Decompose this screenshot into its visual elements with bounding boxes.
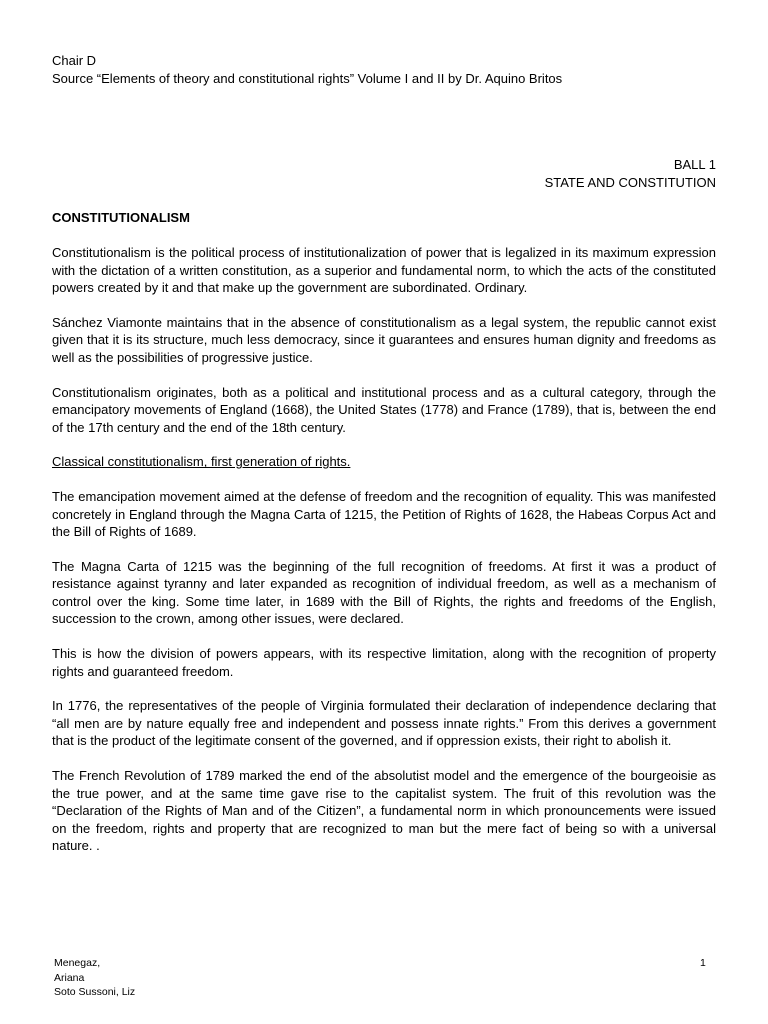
footer-authors bbox=[54, 956, 135, 1000]
author-line-3: Soto Sussoni, Liz bbox=[54, 986, 136, 999]
document-page bbox=[52, 52, 716, 855]
ball-block bbox=[52, 156, 716, 191]
chair-label: Chair D bbox=[52, 53, 97, 68]
paragraph-4: The emancipation movement aimed at the defense of freedom and the recognition of equality. This was manifested concretely in England through the Magna Carta of 1215, the Petition of Rights of 1628, the Habeas Corpus Act and the Bill of Rights of 1689. bbox=[52, 488, 716, 540]
ball-subject: STATE AND CONSTITUTION bbox=[544, 174, 716, 190]
paragraph-5: The Magna Carta of 1215 was the beginning of the full recognition of freedoms. At first it was a product of resistance against tyranny and later expanded as recognition of individual freedom, as well as a mechanism of control over the king. Some time later, in 1689 with the Bill of Rights, the rights and freedoms of the English, succession to the crown, among other issues, were declared. bbox=[52, 558, 716, 627]
ball-number: BALL 1 bbox=[673, 157, 716, 173]
subheading-classical: Classical constitutionalism, first generation of rights. bbox=[52, 454, 351, 470]
paragraph-7: In 1776, the representatives of the people of Virginia formulated their declaration of independence declaring that “all men are by nature equally free and independent and possess innate rights.” From this derives a government that is the product of the legitimate consent of the governed, and if oppression exists, their right to abolish it. bbox=[52, 698, 716, 749]
paragraph-3: Constitutionalism originates, both as a political and institutional process and as a cultural category, through the emancipatory movements of England (1668), the United States (1778) and France (1789), that is, between the end of the 17th century and the end of the 18th century. bbox=[52, 384, 716, 435]
author-line-2: Ariana bbox=[54, 971, 85, 984]
page-number: 1 bbox=[700, 957, 706, 969]
paragraph-8: The French Revolution of 1789 marked the end of the absolutist model and the emergence of the bourgeoisie as the true power, and at the same time gave rise to the capitalist system. The fruit of this revolution was the “Declaration of the Rights of Man and of the Citizen”, a fundamental norm in which pronouncements were issued on the freedom, rights and property that are recognized to man but the mere fact of being so with a universal nature. . bbox=[52, 768, 716, 854]
source-line: Source “Elements of theory and constitutional rights” Volume I and II by Dr. Aquino Britos bbox=[52, 70, 563, 86]
paragraph-2: Sánchez Viamonte maintains that in the absence of constitutionalism as a legal system, the republic cannot exist given that it is its structure, much less democracy, since it guarantees and ensures human dignity and freedoms as well as the possibilities of progressive justice. bbox=[52, 314, 716, 365]
paragraph-1: Constitutionalism is the political process of institutionalization of power that is legalized in its maximum expression with the dictation of a written constitution, as a superior and fundamental norm, to which the acts of the constituted powers created by it and that make up the government are subordinated. Ordinary. bbox=[52, 244, 716, 296]
paragraph-6: This is how the division of powers appears, with its respective limitation, along with the recognition of property rights and guaranteed freedom. bbox=[52, 646, 716, 679]
author-line-1: Menegaz, bbox=[54, 957, 101, 969]
document-body bbox=[52, 244, 716, 855]
section-heading: CONSTITUTIONALISM bbox=[52, 210, 190, 226]
